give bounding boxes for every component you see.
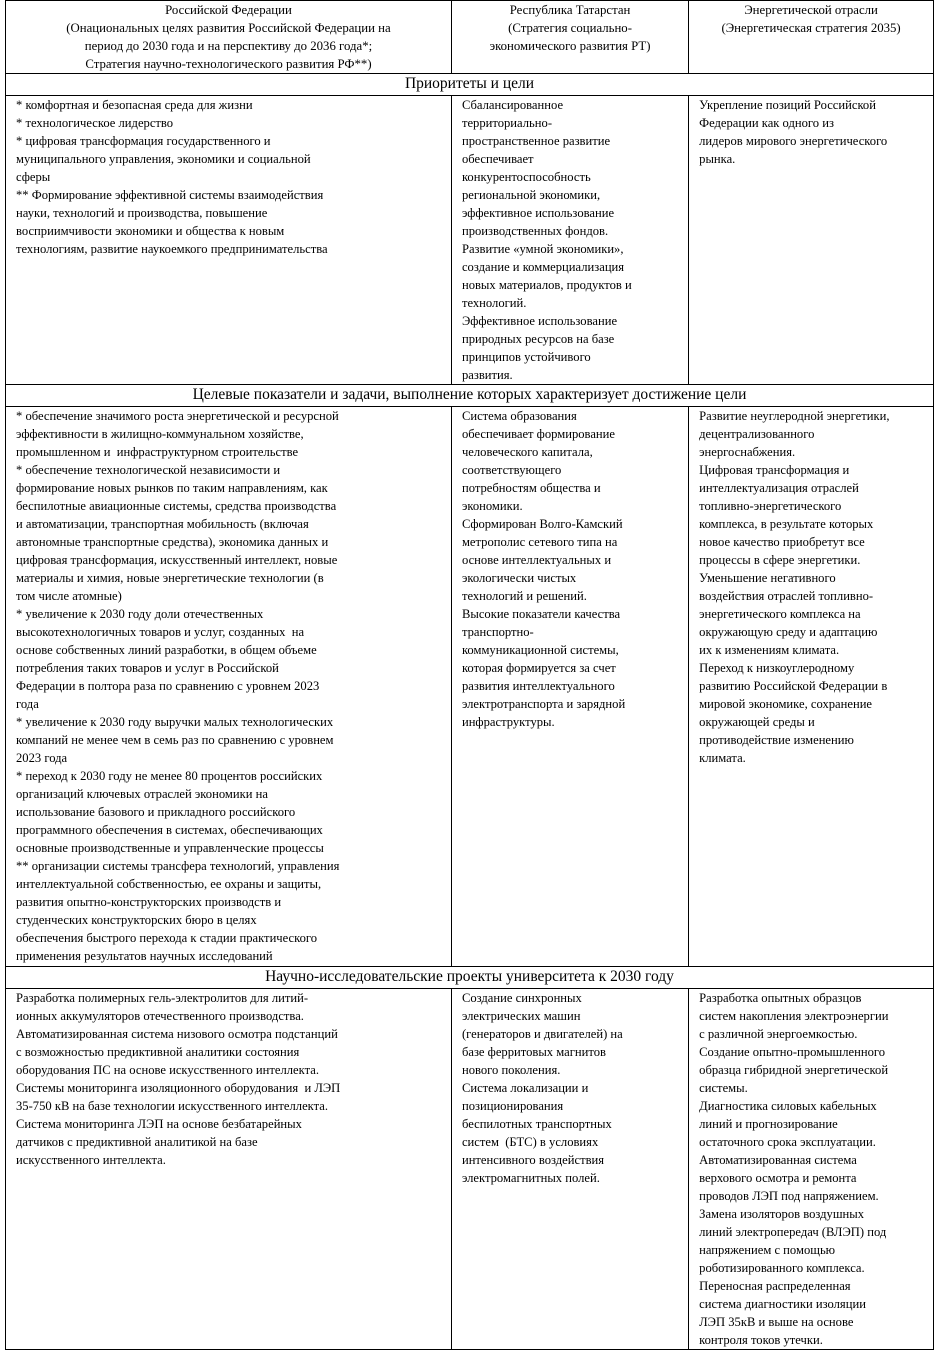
text-line: Сформирован Волго-Камский: [461, 517, 623, 531]
text-line: комплекса, в результате которых: [699, 517, 874, 531]
text-line: образца гибридной энергетической: [699, 1063, 889, 1077]
text-line: контроля токов утечки.: [699, 1333, 823, 1347]
text-line: электрических машин: [461, 1009, 581, 1023]
text-line: * переход к 2030 году не менее 80 процентов российских: [16, 769, 323, 783]
text-line: мировой экономике, сохранение: [699, 697, 873, 711]
text-line: нового поколения.: [461, 1063, 561, 1077]
text-line: технологий.: [461, 296, 527, 310]
projects-russian-federation-cell: [6, 989, 452, 1350]
text-line: остаточного срока эксплуатации.: [699, 1135, 876, 1149]
text-line: экономики.: [461, 499, 523, 513]
text-line: ионных аккумуляторов отечественного производства.: [16, 1009, 304, 1023]
text-line: Замена изоляторов воздушных: [699, 1207, 865, 1221]
text-line: Система мониторинга ЛЭП на основе безбатарейных: [16, 1117, 302, 1131]
text-line: природных ресурсов на базе: [461, 332, 615, 346]
text-line: эффективности в жилищно-коммунальном хозяйстве,: [16, 427, 304, 441]
text-line: территориально-: [461, 116, 553, 130]
text-line: основе собственных линий разработки, в общем объеме: [16, 643, 317, 657]
text-line: базе ферритовых магнитов: [461, 1045, 606, 1059]
text-line: потребностям общества и: [461, 481, 601, 495]
text-line: окружающую среду и адаптацию: [699, 625, 878, 639]
text-line: человеческого капитала,: [461, 445, 593, 459]
text-line: Системы мониторинга изоляционного оборудования и ЛЭП: [16, 1081, 341, 1095]
text-line: основе интеллектуальных и: [461, 553, 612, 567]
text-line: которая формируется за счет: [461, 661, 616, 675]
priorities-row: [6, 96, 934, 385]
text-line: (генераторов и двигателей) на: [461, 1027, 623, 1041]
text-line: * обеспечение технологической независимости и: [16, 463, 281, 477]
text-line: региональной экономики,: [461, 188, 601, 202]
header-energy-sector: [689, 1, 934, 74]
text-line: инфраструктуры.: [461, 715, 555, 729]
text-line: (Стратегия социально-: [508, 21, 632, 35]
text-line: Система локализации и: [461, 1081, 589, 1095]
text-line: напряжением с помощью: [699, 1243, 836, 1257]
text-line: Создание синхронных: [461, 991, 582, 1005]
header-tatarstan: [451, 1, 688, 74]
text-line: окружающей среды и: [699, 715, 815, 729]
priorities-tatarstan-cell: [451, 96, 688, 385]
targets-tatarstan-cell: [451, 407, 688, 967]
text-line: Цифровая трансформация и: [699, 463, 850, 477]
projects-tatarstan-cell: [451, 989, 688, 1350]
section-header-targets: [6, 385, 934, 407]
text-line: соответствующего: [461, 463, 562, 477]
text-line: (Энергетическая стратегия 2035): [721, 21, 901, 35]
text-line: технологиям, развитие наукоемкого предпринимательства: [16, 242, 328, 256]
text-line: воздействия отраслей топливно-: [699, 589, 874, 603]
text-line: * комфортная и безопасная среда для жизни: [16, 98, 253, 112]
text-line: года: [16, 697, 39, 711]
text-line: Система образования: [461, 409, 577, 423]
text-line: Автоматизированная система низового осмотра подстанций: [16, 1027, 338, 1041]
text-line: системы.: [699, 1081, 748, 1095]
text-line: транспортно-: [461, 625, 534, 639]
text-line: Разработка полимерных гель-электролитов для литий-: [16, 991, 309, 1005]
targets-row: [6, 407, 934, 967]
text-line: систем накопления электроэнергии: [699, 1009, 889, 1023]
text-line: * цифровая трансформация государственного и: [16, 134, 271, 148]
text-line: 35-750 кВ на базе технологии искусственного интеллекта.: [16, 1099, 329, 1113]
text-line: топливно-энергетического: [699, 499, 842, 513]
header-russian-federation: [6, 1, 452, 74]
text-line: * увеличение к 2030 году доли отечественных: [16, 607, 264, 621]
section-header-priorities: [6, 74, 934, 96]
text-line: энергоснабжения.: [699, 445, 796, 459]
text-line: период до 2030 года и на перспективу до 2036 года*;: [84, 39, 373, 53]
text-line: потребления таких товаров и услуг в Российской: [16, 661, 279, 675]
text-line: их к изменениям климата.: [699, 643, 840, 657]
text-line: климата.: [699, 751, 746, 765]
text-line: экологически чистых: [461, 571, 577, 585]
text-line: систем (БТС) в условиях: [461, 1135, 599, 1149]
priorities-energy-cell: [689, 96, 934, 385]
section-title-targets: Целевые показатели и задачи, выполнение которых характеризует достижение цели: [6, 385, 934, 407]
section-header-projects: [6, 967, 934, 989]
text-line: обеспечения быстрого перехода к стадии практического: [16, 931, 318, 945]
text-line: Стратегия научно-технологического развития РФ**): [85, 57, 372, 71]
text-line: искусственного интеллекта.: [16, 1153, 166, 1167]
text-line: система диагностики изоляции: [699, 1297, 866, 1311]
text-line: Диагностика силовых кабельных: [699, 1099, 877, 1113]
text-line: муниципального управления, экономики и социальной: [16, 152, 311, 166]
text-line: обеспечивает формирование: [461, 427, 615, 441]
text-line: процессы в сфере энергетики.: [699, 553, 861, 567]
text-line: Развитие неуглеродной энергетики,: [699, 409, 890, 423]
text-line: Высокие показатели качества: [461, 607, 621, 621]
text-line: эффективное использование: [461, 206, 615, 220]
text-line: с различной энергоемкостью.: [699, 1027, 858, 1041]
text-line: Энергетической отрасли: [744, 3, 878, 17]
text-line: 2023 года: [16, 751, 68, 765]
projects-energy-cell: [689, 989, 934, 1350]
text-line: формирование новых рынков по таким направлениям, как: [16, 481, 328, 495]
targets-energy-cell: [689, 407, 934, 967]
text-line: электротранспорта и зарядной: [461, 697, 626, 711]
text-line: Федерации в полтора раза по сравнению с уровнем 2023: [16, 679, 320, 693]
text-line: и автоматизации, транспортная мобильность (включая: [16, 517, 309, 531]
text-line: материалы и химия, новые энергетические технологии (в: [16, 571, 324, 585]
text-line: развитию Российской Федерации в: [699, 679, 888, 693]
text-line: * обеспечение значимого роста энергетической и ресурсной: [16, 409, 339, 423]
text-line: беспилотных транспортных: [461, 1117, 612, 1131]
text-line: экономического развития РТ): [489, 39, 651, 53]
text-line: ** Формирование эффективной системы взаимодействия: [16, 188, 324, 202]
section-title-priorities: Приоритеты и цели: [6, 74, 934, 96]
text-line: Переход к низкоуглеродному: [699, 661, 855, 675]
text-line: с возможностью предиктивной аналитики состояния: [16, 1045, 300, 1059]
text-line: (Онациональных целях развития Российской Федерации на: [66, 21, 391, 35]
text-line: линий электропередач (ВЛЭП) под: [699, 1225, 887, 1239]
text-line: позиционирования: [461, 1099, 564, 1113]
text-line: Эффективное использование: [461, 314, 618, 328]
text-line: студенческих конструкторских бюро в целях: [16, 913, 257, 927]
text-line: восприимчивости экономики и общества к новым: [16, 224, 285, 238]
text-line: роботизированного комплекса.: [699, 1261, 865, 1275]
text-line: производственных фондов.: [461, 224, 609, 238]
text-line: интеллектуальной собственностью, ее охраны и защиты,: [16, 877, 322, 891]
text-line: новых материалов, продуктов и: [461, 278, 632, 292]
text-line: коммуникационной системы,: [461, 643, 619, 657]
text-line: том числе атомные): [16, 589, 122, 603]
text-line: развития интеллектуального: [461, 679, 615, 693]
text-line: датчиков с предиктивной аналитикой на базе: [16, 1135, 258, 1149]
text-line: беспилотные авиационные системы, средства производства: [16, 499, 337, 513]
text-line: ** организации системы трансфера технологий, управления: [16, 859, 340, 873]
strategy-comparison-table: [5, 0, 934, 1350]
text-line: Разработка опытных образцов: [699, 991, 862, 1005]
text-line: конкурентоспособность: [461, 170, 591, 184]
text-line: верхового осмотра и ремонта: [699, 1171, 857, 1185]
text-line: компаний не менее чем в семь раз по сравнению с уровнем: [16, 733, 334, 747]
text-line: высокотехнологичных товаров и услуг, созданных на: [16, 625, 305, 639]
text-line: технологий и решений.: [461, 589, 587, 603]
text-line: применения результатов научных исследований: [16, 949, 273, 963]
text-line: интеллектуализация отраслей: [699, 481, 859, 495]
text-line: сферы: [16, 170, 51, 184]
text-line: Федерации как одного из: [699, 116, 834, 130]
targets-russian-federation-cell: [6, 407, 452, 967]
text-line: основные производственные и управленческие процессы: [16, 841, 324, 855]
text-line: децентрализованного: [699, 427, 815, 441]
text-line: науки, технологий и производства, повышение: [16, 206, 268, 220]
text-line: Развитие «умной экономики»,: [461, 242, 624, 256]
text-line: метрополис сетевого типа на: [461, 535, 618, 549]
text-line: ЛЭП 35кВ и выше на основе: [699, 1315, 854, 1329]
text-line: линий и прогнозирование: [699, 1117, 838, 1131]
text-line: развития опытно-конструкторских производств и: [16, 895, 282, 909]
text-line: электромагнитных полей.: [461, 1171, 600, 1185]
text-line: цифровая трансформация, искусственный интеллект, новые: [16, 553, 338, 567]
text-line: лидеров мирового энергетического: [699, 134, 888, 148]
text-line: использование базового и прикладного российского: [16, 805, 296, 819]
text-line: Переносная распределенная: [699, 1279, 851, 1293]
text-line: программного обеспечения в системах, обеспечивающих: [16, 823, 323, 837]
text-line: Российской Федерации: [165, 3, 292, 17]
text-line: Уменьшение негативного: [699, 571, 836, 585]
text-line: развития.: [461, 368, 513, 382]
text-line: энергетического комплекса на: [699, 607, 861, 621]
header-row: [6, 1, 934, 74]
text-line: обеспечивает: [461, 152, 534, 166]
text-line: оборудования ПС на основе искусственного интеллекта.: [16, 1063, 319, 1077]
text-line: Республика Татарстан: [509, 3, 631, 17]
projects-row: [6, 989, 934, 1350]
text-line: автономные транспортные средства), экономика данных и: [16, 535, 329, 549]
text-line: Создание опытно-промышленного: [699, 1045, 886, 1059]
text-line: организаций ключевых отраслей экономики на: [16, 787, 268, 801]
text-line: интенсивного воздействия: [461, 1153, 605, 1167]
text-line: * технологическое лидерство: [16, 116, 174, 130]
text-line: промышленном и инфраструктурном строительстве: [16, 445, 299, 459]
text-line: Автоматизированная система: [699, 1153, 857, 1167]
text-line: противодействие изменению: [699, 733, 854, 747]
text-line: Укрепление позиций Российской: [699, 98, 876, 112]
text-line: создание и коммерциализация: [461, 260, 625, 274]
text-line: принципов устойчивого: [461, 350, 591, 364]
priorities-russian-federation-cell: [6, 96, 452, 385]
text-line: Сбалансированное: [461, 98, 564, 112]
text-line: рынка.: [699, 152, 736, 166]
text-line: пространственное развитие: [461, 134, 611, 148]
section-title-projects: Научно-исследовательские проекты университета к 2030 году: [6, 967, 934, 989]
text-line: проводов ЛЭП под напряжением.: [699, 1189, 879, 1203]
text-line: новое качество приобретут все: [699, 535, 865, 549]
text-line: * увеличение к 2030 году выручки малых технологических: [16, 715, 334, 729]
